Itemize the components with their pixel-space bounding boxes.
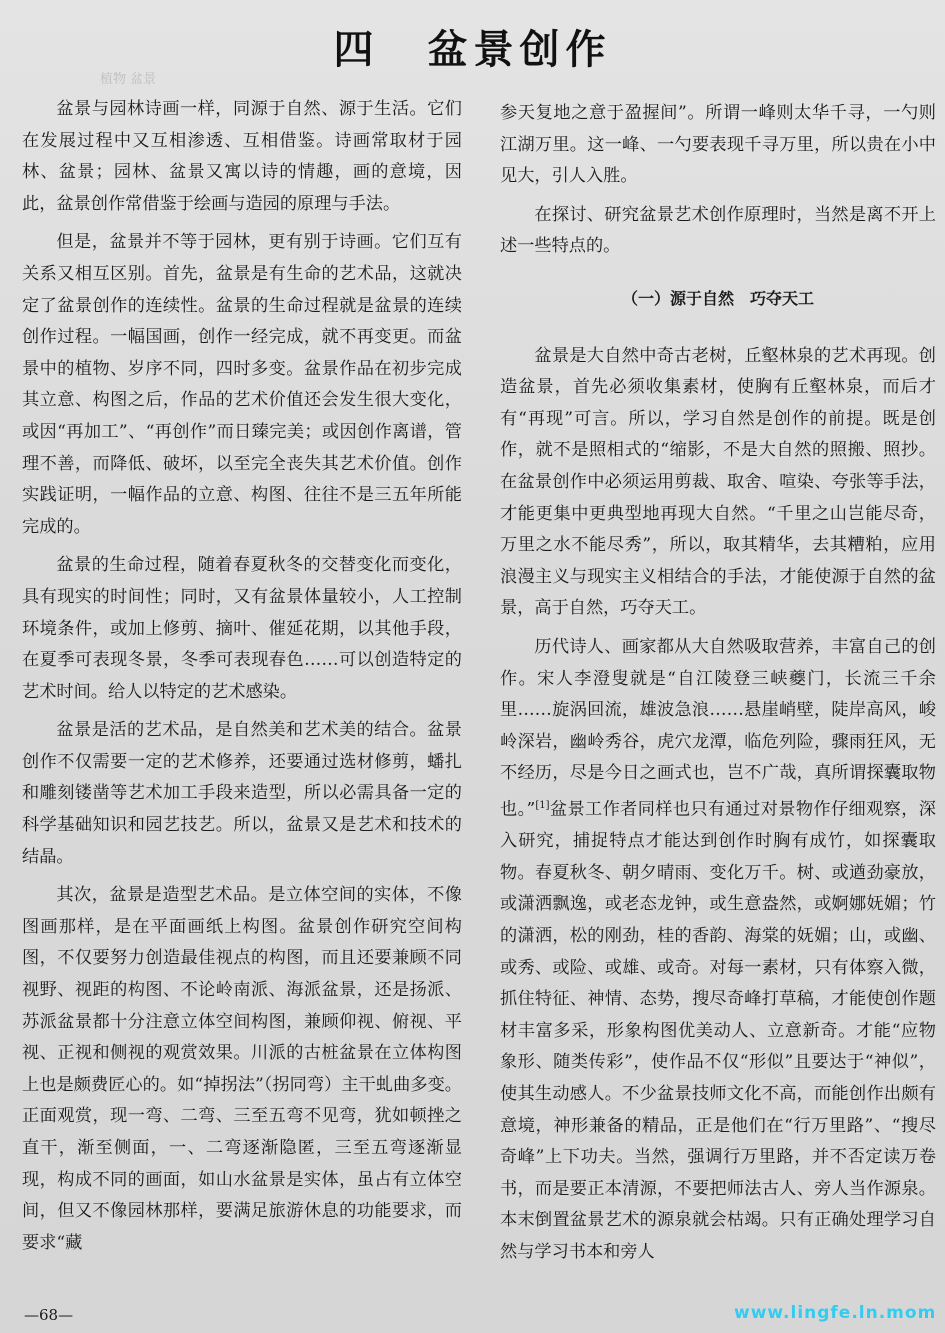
paragraph: 盆景是活的艺术品，是自然美和艺术美的结合。盆景创作不仅需要一定的艺术修养，还要通过选材修剪，蟠扎和雕刻镂凿等艺术加工手段来造型，所以必需具备一定的科学基础知识和园艺技艺。所以，盆景又是艺术和技术的结晶。 <box>22 720 462 867</box>
paragraph: 其次，盆景是造型艺术品。是立体空间的实体，不像图画那样，是在平面画纸上构图。盆景创作研究空间构图，不仅要努力创造最佳视点的构图，而且还要兼顾不同视野、视距的构图、不论岭南派、海派盆景，还是扬派、苏派盆景都十分注意立体空间构图，兼顾仰视、俯视、平视、正视和侧视的观赏效果。川派的古桩盆景在立体构图上也是颇费匠心的。如“掉拐法”（拐同弯）主干虬曲多变。正面观赏，现一弯、二弯、三至五弯不见弯，犹如顿挫之直干，渐至侧面，一、二弯逐渐隐匿，三至五弯逐渐显现，构成不同的画面，如山水盆景是实体，虽占有立体空间，但又不像园林那样，要满足旅游休息的功能要求，而要求“藏 <box>22 885 462 1253</box>
paragraph: 盆景的生命过程，随着春夏秋冬的交替变化而变化，具有现实的时间性；同时，又有盆景体量较小，人工控制环境条件，或加上修剪、摘叶、催延花期，以其他手段，在夏季可表现冬景，冬季可表现春色……可以创造特定的艺术时间。给人以特定的艺术感染。 <box>22 555 462 702</box>
chapter-number: 四 <box>333 27 380 73</box>
section-heading: （一）源于自然 巧夺天工 <box>621 288 814 308</box>
paragraph: 盆景与园林诗画一样，同源于自然、源于生活。它们在发展过程中又互相渗透、互相借鉴。诗画常取材于园林、盆景；园林、盆景又寓以诗的情趣，画的意境，因此，盆景创作常借鉴于绘画与造园的原理与手法。 <box>22 99 462 214</box>
paragraph <box>500 632 936 1269</box>
page-number: —68— <box>24 1306 74 1324</box>
paragraph: 盆景是大自然中奇古老树，丘壑林泉的艺术再现。创造盆景，首先必须收集素材，使胸有丘壑林泉，而后才有“再现”可言。所以，学习自然是创作的前提。既是创作，就不是照相式的“缩影，不是大自然的照搬、照抄。在盆景创作中必须运用剪裁、取舍、喧染、夸张等手法，才能更集中更典型地再现大自然。“千里之山岂能尽奇，万里之水不能尽秀”，所以，取其精华，去其糟粕，应用浪漫主义与现实主义相结合的手法，才能使源于自然的盆景，高于自然，巧夺天工。 <box>500 345 936 619</box>
paragraph-text: 历代诗人、画家都从大自然吸取营养，丰富自己的创作。宋人李澄叟就是“自江陵登三峡夔门，长流三千余里……旋涡回流，雄波急浪……悬崖峭壁，陡岸高风，峻岭深岩，幽岭秀谷，虎穴龙潭，临危列险，骤雨狂风，无不经历，尽是今日之画式也，岂不广哉，真所谓探囊取物也。” <box>500 636 936 820</box>
paragraph: 在探讨、研究盆景艺术创作原理时，当然是离不开上述一些特点的。 <box>500 204 936 257</box>
paragraph-text: 盆景工作者同样也只有通过对景物作仔细观察，深入研究，捕捉特点才能达到创作时胸有成竹，如探囊取物。春夏秋冬、朝夕晴雨、变化万千。树、或遒劲豪放，或潇洒飘逸，或老态龙钟，或生意盎然，或婀娜妩媚；竹的潇洒，松的刚劲，桂的香韵、海棠的妩媚；山，或幽、或秀、或险、或雄、或奇。对每一素材，只有体察入微，抓住特征、神情、态势，搜尽奇峰打草稿，才能使创作题材丰富多采，形象构图优美动人、立意新奇。才能“应物象形、随类传彩”，使作品不仅“形似”且要达于“神似”，使其生动感人。不少盆景技师文化不高，而能创作出颇有意境，神形兼备的精品，正是他们在“行万里路”、“搜尽奇峰”上下功夫。当然，强调行万里路，并不否定读万卷书，而是要正本清源，不要把师法古人、旁人当作源泉。本末倒置盆景艺术的源泉就会枯竭。只有正确处理学习自然与学习书本和旁人 <box>500 799 936 1262</box>
paragraph: 但是，盆景并不等于园林，更有别于诗画。它们互有关系又相互区别。首先，盆景是有生命的艺术品，这就决定了盆景创作的连续性。盆景的生命过程就是盆景的连续创作过程。一幅国画，创作一经完成，就不再变更。而盆景中的植物、岁序不同，四时多变。盆景作品在初步完成其立意、构图之后，作品的艺术价值还会发生很大变化，或因“再加工”、“再创作”而日臻完美；或因创作离谱，管理不善，而降低、破坏，以至完全丧失其艺术价值。创作实践证明，一幅作品的立意、构图、往往不是三五年所能完成的。 <box>22 232 462 537</box>
chapter-title <box>0 18 945 75</box>
footnote-marker: [1] <box>535 799 550 811</box>
chapter-title-text: 盆景创作 <box>427 27 612 73</box>
paragraph-continuation: 参天复地之意于盈握间”。所谓一峰则太华千寻，一勺则江湖万里。这一峰、一勺要表现千寻万里，所以贵在小中见大，引人入胜。 <box>500 103 936 187</box>
right-column <box>500 98 936 1269</box>
watermark: www.lingfe.ln.mom <box>734 1303 937 1323</box>
faded-bleedthrough-text: 植物 盆景 <box>100 72 157 87</box>
left-column <box>22 94 462 1259</box>
